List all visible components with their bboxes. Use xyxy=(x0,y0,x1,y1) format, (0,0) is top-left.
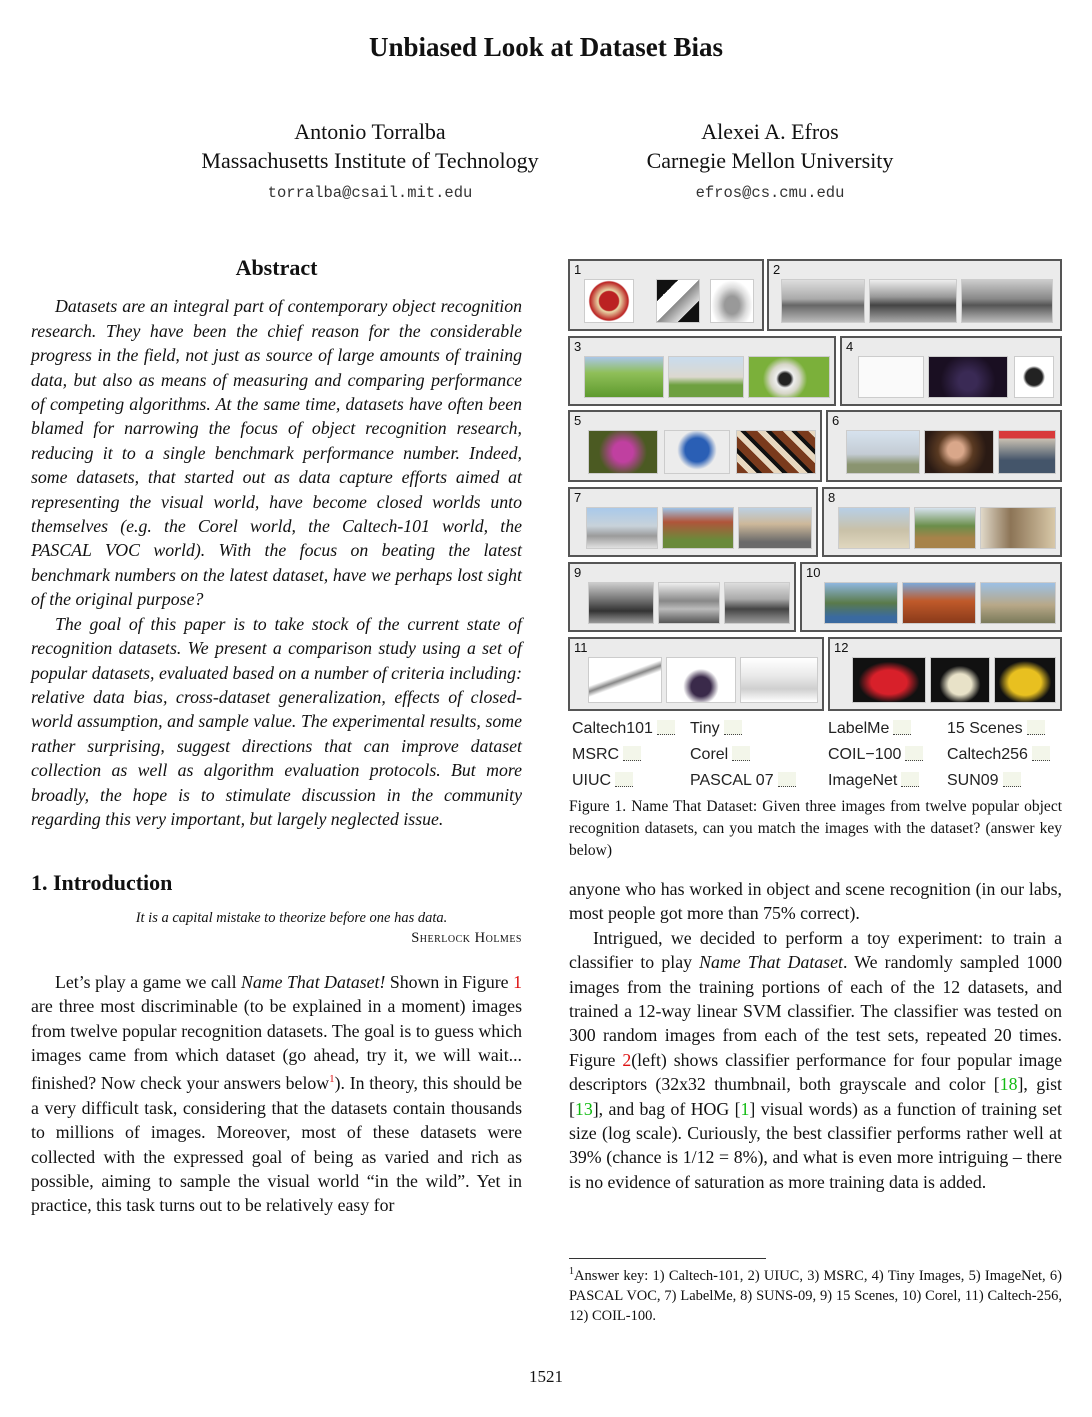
answer-blank xyxy=(1032,746,1050,761)
street-image xyxy=(738,507,812,549)
footnote-mark: 1 xyxy=(569,1266,574,1277)
abstract-heading: Abstract xyxy=(235,255,318,280)
legend-entry: LabelMe xyxy=(828,720,911,738)
footnote-divider xyxy=(569,1258,766,1259)
concert-image xyxy=(928,356,1008,398)
panel-7: 7 xyxy=(568,487,818,557)
abstract-paragraph-2: The goal of this paper is to take stock of the current state of recognition datasets. We present a comparison study using a set of popular datasets, evaluated based on a number of criteria including: relative data bias, cross-dataset generalization, effects of closed-world assumption, and sample value. The experimental results, some rather surprising, suggest directions that can improve dataset collection as well as algorithm evaluation protocols. But more broadly, the hope is to stimulate discussion in the community regarding this very important, but largely neglected issue. xyxy=(31,613,522,829)
building-image xyxy=(586,507,658,549)
coast-image xyxy=(658,582,720,624)
city-image xyxy=(662,507,734,549)
legend-entry: PASCAL 07 xyxy=(690,772,796,790)
airplane-image xyxy=(668,356,744,398)
car-image xyxy=(961,279,1053,323)
legend-row xyxy=(572,746,1062,772)
pizza-image xyxy=(584,279,634,323)
answer-blank xyxy=(778,772,796,787)
author-name: Antonio Torralba xyxy=(294,119,446,144)
citation-1-link[interactable]: 1 xyxy=(740,1098,750,1119)
legend-entry: 15 Scenes xyxy=(947,720,1045,738)
epigraph-author: Sherlock Holmes xyxy=(411,929,522,946)
legend-entry: Corel xyxy=(690,746,750,764)
panel-1: 1 xyxy=(568,259,764,331)
figure-1-caption: Figure 1. Name That Dataset: Given three images from twelve popular object recognition datasets, can you match the images with the dataset? (answer key below) xyxy=(569,798,1062,859)
castle-image xyxy=(980,582,1056,624)
field-image xyxy=(914,507,976,549)
house-image xyxy=(588,582,654,624)
joystick-image xyxy=(666,657,736,703)
legend-entry: ImageNet xyxy=(828,772,919,790)
room-image xyxy=(980,507,1056,549)
street-image xyxy=(998,430,1056,474)
panel-3: 3 xyxy=(568,336,836,406)
pitcher-image xyxy=(710,279,754,323)
object-image xyxy=(656,279,700,323)
car-image xyxy=(781,279,865,323)
left-column xyxy=(31,256,522,1218)
legend-entry: UIUC xyxy=(572,772,633,790)
panel-5: 5 xyxy=(568,410,822,482)
answer-blank xyxy=(1003,772,1021,787)
jet-image xyxy=(846,430,920,474)
answer-blank xyxy=(657,720,675,735)
author-email: efros@cs.cmu.edu xyxy=(695,184,845,202)
container-image xyxy=(852,657,926,703)
epigraph-quote: It is a capital mistake to theorize before one has data. xyxy=(135,909,448,926)
legend-row xyxy=(572,720,1062,746)
panel-6: 6 xyxy=(826,410,1062,482)
citation-13-link[interactable]: 13 xyxy=(574,1098,593,1119)
paperclip-image xyxy=(588,657,662,703)
car-image xyxy=(869,279,957,323)
footnote-1-link[interactable]: 1 xyxy=(329,1073,335,1086)
answer-blank xyxy=(623,746,641,761)
road-image xyxy=(724,582,790,624)
figure-legend xyxy=(572,720,1062,798)
right-column xyxy=(569,877,1062,1194)
panel-4: 4 xyxy=(840,336,1062,406)
answer-blank xyxy=(893,720,911,735)
intro-paragraph-continued: anyone who has worked in object and scene recognition (in our labs, most people got more than 75% correct). xyxy=(569,879,1062,924)
figure-1-image-grid xyxy=(568,256,1064,716)
author-name: Alexei A. Efros xyxy=(701,119,839,144)
beach-image xyxy=(838,507,910,549)
legend-entry: Caltech101 xyxy=(572,720,675,738)
legend-entry: MSRC xyxy=(572,746,641,764)
panel-9: 9 xyxy=(568,562,796,632)
panel-2: 2 xyxy=(767,259,1062,331)
lake-image xyxy=(824,582,898,624)
answer-blank xyxy=(1027,720,1045,735)
diagram-image xyxy=(858,356,924,398)
figure-1-link[interactable]: 1 xyxy=(513,971,522,992)
snake-image xyxy=(736,430,816,474)
legend-entry: COIL−100 xyxy=(828,746,923,764)
author-affiliation: Massachusetts Institute of Technology xyxy=(201,148,539,173)
answer-blank xyxy=(615,772,633,787)
author-affiliation: Carnegie Mellon University xyxy=(646,148,894,173)
person-image xyxy=(924,430,994,474)
legend-entry: Caltech256 xyxy=(947,746,1050,764)
legend-entry: Tiny xyxy=(690,720,742,738)
author-email: torralba@csail.mit.edu xyxy=(267,184,473,202)
author-block-1 xyxy=(170,117,570,208)
cow-image xyxy=(584,356,664,398)
figure-2-link[interactable]: 2 xyxy=(622,1049,632,1070)
answer-blank xyxy=(901,772,919,787)
author-block-2 xyxy=(620,117,920,208)
intro-paragraph-2: Intrigued, we decided to perform a toy experiment: to train a classifier to play Name That Dataset. We randomly sampled 1000 images from the training portions of each of the 12 datasets, and trained a 12-way linear SVM classifier. The classifier was tested on 300 random images from each of the test sets, repeated 20 times. Figure 2(left) shows classifier performance for four popular image descriptors (32x32 thumbnail, both grayscale and color [18], gist [13], and bag of HOG [1] visual words) as a function of training set size (log scale). Curiously, the best classifier performs rather well at 39% (chance is 1/12 = 8%), and what is even more intriguing – there is no evidence of saturation as more training data is added. xyxy=(569,927,1063,1192)
answer-blank xyxy=(724,720,742,735)
panel-12: 12 xyxy=(828,637,1062,711)
answer-blank xyxy=(732,746,750,761)
abstract-paragraph-1: Datasets are an integral part of contemporary object recognition research. They have been the chief reason for the considerable progress in the field, not just as source of large amounts of training data, but also as means of measuring and comparing performance of competing algorithms. At the same time, datasets have often been blamed for narrowing the focus of object recognition research, reducing it to a single benchmark performance number. Indeed, some datasets, that started out as data capture efforts aimed at representing the visual world, have become closed worlds unto themselves (e.g. the Corel world, the Caltech-101 world, the PASCAL VOC world). With the focus on beating the latest benchmark numbers on the latest dataset, have we perhaps lost sight of the original purpose? xyxy=(31,296,522,610)
bottle-image xyxy=(930,657,990,703)
orchid-image xyxy=(588,430,658,474)
panel-8: 8 xyxy=(822,487,1062,557)
page-number: 1521 xyxy=(529,1367,563,1386)
tshirt-image xyxy=(664,430,730,474)
section-heading-introduction: 1. Introduction xyxy=(31,870,173,896)
panel-11: 11 xyxy=(568,637,824,711)
legend-row xyxy=(572,772,1062,798)
paper-title: Unbiased Look at Dataset Bias xyxy=(368,32,724,62)
footnote xyxy=(569,1262,1062,1326)
panel-10: 10 xyxy=(800,562,1062,632)
citation-18-link[interactable]: 18 xyxy=(999,1074,1018,1095)
answer-blank xyxy=(905,746,923,761)
legend-entry: SUN09 xyxy=(947,772,1021,790)
watch-image xyxy=(1014,356,1054,398)
jar-image xyxy=(994,657,1056,703)
canyon-image xyxy=(902,582,976,624)
footnote-text: Answer key: 1) Caltech-101, 2) UIUC, 3) MSRC, 4) Tiny Images, 5) ImageNet, 6) PASCAL VOC, 7) LabelMe, 8) SUNS-09, 9) 15 Scenes, 10) Corel, 11) Caltech-256, 12) COIL-100. xyxy=(569,1267,1062,1324)
intro-paragraph-1: Let’s play a game we call Name That Dataset! Shown in Figure 1 are three most discriminable (to be explained in a moment) images from twelve popular recognition datasets. The goal is to guess which images came from which dataset (go ahead, try it, we will wait... finished? Now check your answers below$^1$). In theory, this should be a very difficult task, considering that the datasets contain thousands to millions of images. Moreover, most of these datasets were collected with the expressed goal of being as varied and rich as possible, aiming to sample the visual world “in the wild”. Yet in practice, this task turns out to be relatively easy for xyxy=(31,971,522,1216)
sheep-image xyxy=(748,356,830,398)
calculator-image xyxy=(740,657,818,703)
